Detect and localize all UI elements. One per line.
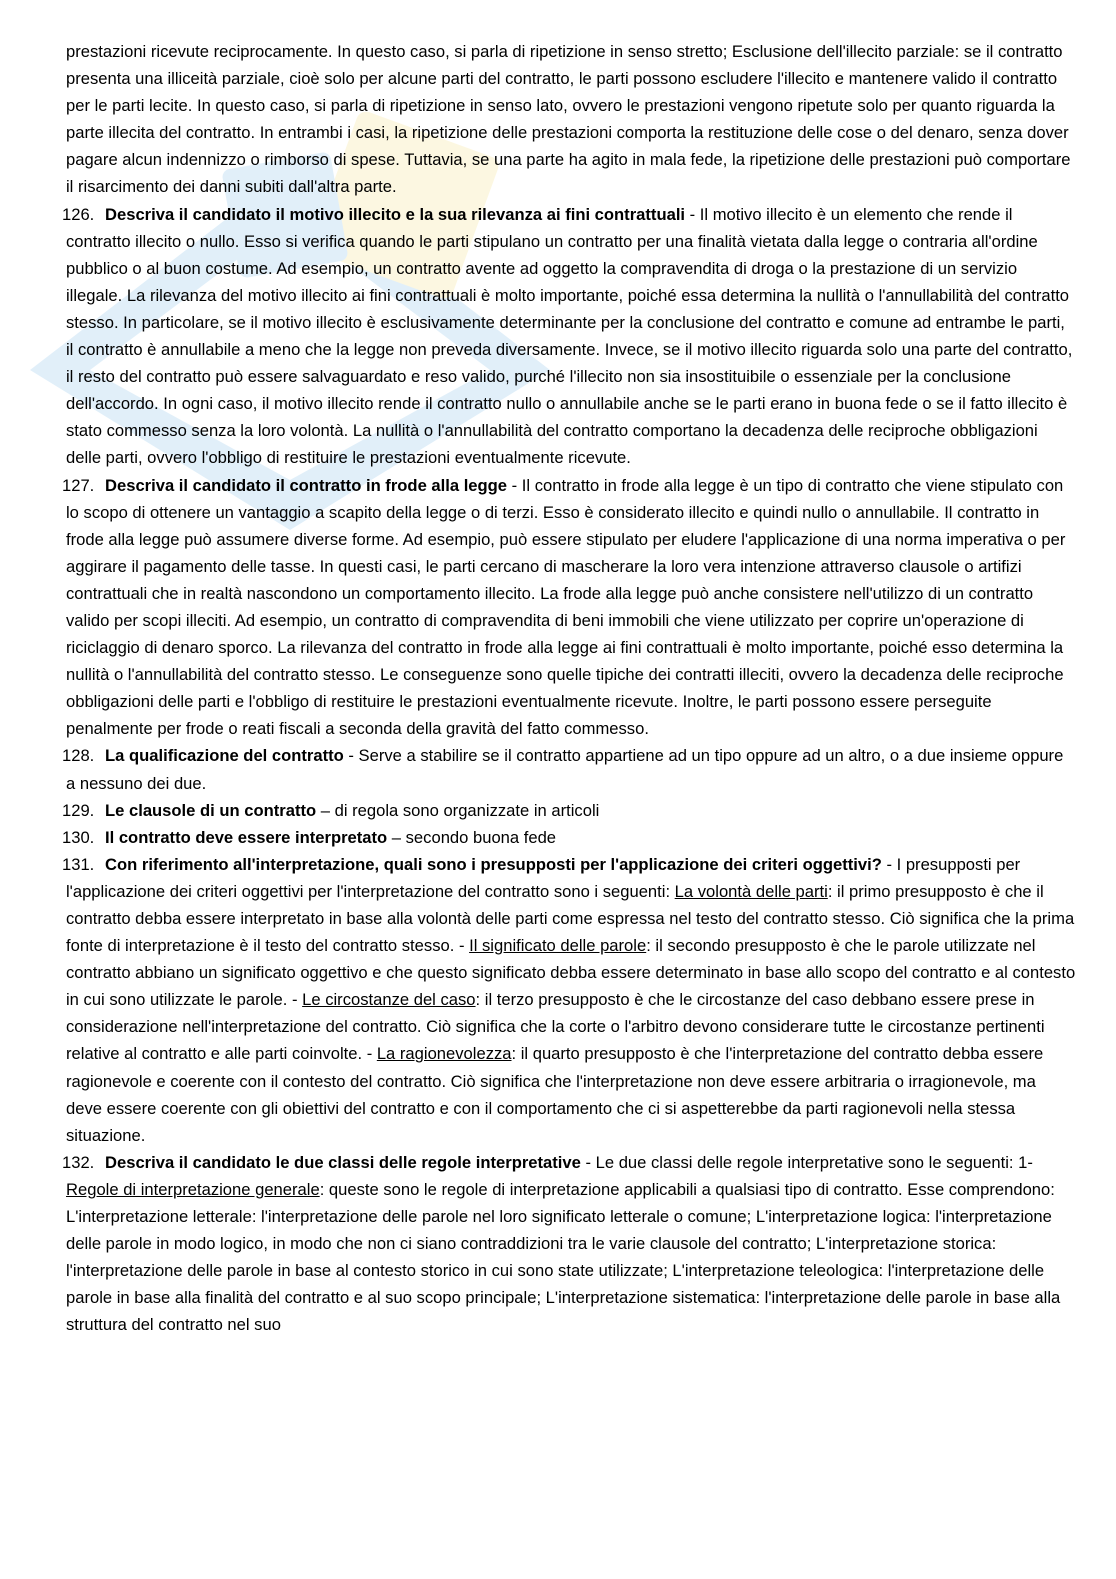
item-answer-part: : il quarto presupposto è che l'interpretazione del contratto debba essere ragionevole e coerente con il contesto del contratto. Ciò significa che l'interpretazione non deve essere arbitraria o irragionevole, ma deve essere coerente con gli obiettivi del contratto e con il comportamento che ci si aspetterebbe da parti ragionevoli nella stessa situazione. [66, 1044, 1044, 1145]
item-answer-part: : il secondo presupposto è che le parole utilizzate nel contratto abbiano un significato oggettivo e che questo significato debba essere determinato in base allo scopo del contratto e al contesto in cui sono utilizzate le parole. - [66, 936, 1076, 1010]
item-number: 132. [62, 1152, 95, 1172]
item-question: Le clausole di un contratto [105, 800, 317, 820]
intro-text: prestazioni ricevute reciprocamente. In questo caso, si parla di ripetizione in senso stretto; Esclusione dell'illecito parziale: se il contratto presenta una illiceità parziale, cioè solo per alcune parti del contratto, le parti possono escludere l'illecito e mantenere valido il contratto per le parti lecite. In questo caso, si parla di ripetizione in senso lato, ovvero le prestazioni vengono ripetute solo per quanto riguarda la parte illecita del contratto. In entrambi i casi, la ripetizione delle prestazioni comporta la restituzione delle cose o del denaro, senza dover pagare alcun indennizzo o rimborso di spese. Tuttavia, se una parte ha agito in mala fede, la ripetizione delle prestazioni può comportare il risarcimento dei danni subiti dall'altra parte. [66, 42, 1071, 197]
item-number: 126. [62, 204, 95, 224]
item-question: Descriva il candidato le due classi delle regole interpretative [105, 1152, 581, 1172]
item-question: Con riferimento all'interpretazione, quali sono i presupposti per l'applicazione dei criteri oggettivi? [105, 854, 882, 874]
item-number: 131. [62, 854, 95, 874]
item-question: Descriva il candidato il contratto in frode alla legge [105, 475, 508, 495]
list-item-131 [0, 851, 1116, 1149]
list-item-126 [0, 201, 1116, 472]
item-question: Descriva il candidato il motivo illecito e la sua rilevanza ai fini contrattuali [105, 204, 686, 224]
item-number: 127. [62, 475, 95, 495]
item-question: Il contratto deve essere interpretato [105, 827, 388, 847]
underlined-term: Regole di interpretazione generale [66, 1179, 320, 1199]
underlined-term: La ragionevolezza [376, 1044, 512, 1064]
item-answer-part: - Le due classi delle regole interpretative sono le seguenti: 1- [580, 1152, 1033, 1172]
item-number: 129. [62, 800, 95, 820]
document-page [0, 38, 1116, 1339]
item-answer-part: : il primo presupposto è che il contratto debba essere interpretato in base alla volontà delle parti come espressa nel testo del contratto stesso. Ciò significa che la prima fonte di interpretazione è il testo del contratto stesso. - [66, 881, 1075, 956]
underlined-term: Le circostanze del caso [302, 990, 476, 1010]
item-question: La qualificazione del contratto [105, 746, 344, 766]
item-answer: - Il contratto in frode alla legge è un tipo di contratto che viene stipulato con lo scopo di ottenere un vantaggio a scapito della legge o di terzi. Esso è considerato illecito e quindi nullo o annullabile. Il contratto in frode alla legge può assumere diverse forme. Ad esempio, può essere stipulato per eludere l'applicazione di una norma imperativa o per aggirare il pagamento delle tasse. In questi casi, le parti cercano di mascherare la loro vera intenzione attraverso clausole o artifizi contrattuali che in realtà nascondono un comportamento illecito. La frode alla legge può anche consistere nell'utilizzo di un contratto valido per scopi illeciti. Ad esempio, un contratto di compravendita di beni immobili che viene utilizzato per coprire un'operazione di riciclaggio di denaro sporco. La rilevanza del contratto in frode alla legge ai fini contrattuali è molto importante, poiché esso determina la nullità o l'annullabilità del contratto stesso. Le conseguenze sono quelle tipiche dei contratti illeciti, ovvero la decadenza delle reciproche obbligazioni delle parti e l'obbligo di restituire le prestazioni eventualmente ricevute. Inoltre, le parti possono essere perseguite penalmente per frode o reati fiscali a seconda della gravità del fatto commesso. [66, 475, 1066, 739]
item-answer: - Il motivo illecito è un elemento che rende il contratto illecito o nullo. Esso si verifica quando le parti stipulano un contratto per una finalità vietata dalla legge o contraria all'ordine pubblico o al buon costume. Ad esempio, un contratto avente ad oggetto la compravendita di droga o la prestazione di un servizio illegale. La rilevanza del motivo illecito ai fini contrattuali è molto importante, poiché essa determina la nullità o l'annullabilità del contratto stesso. In particolare, se il motivo illecito è esclusivamente determinante per la conclusione del contratto e comune ad entrambe le parti, il contratto è annullabile a meno che la legge non preveda diversamente. Invece, se il motivo illecito riguarda solo una parte del contratto, il resto del contratto può essere salvaguardato e reso valido, purché l'illecito non sia insostituibile o essenziale per la conclusione dell'accordo. In ogni caso, il motivo illecito rende il contratto nullo o annullabile anche se le parti erano in buona fede o se il fatto illecito è stato commesso senza la loro volontà. La nullità o l'annullabilità del contratto comportano la decadenza delle reciproche obbligazioni delle parti, ovvero l'obbligo di restituire le prestazioni eventualmente ricevute. [66, 204, 1073, 468]
item-answer-part: : queste sono le regole di interpretazione applicabili a qualsiasi tipo di contratto. Esse comprendono: L'interpretazione letterale: l'interpretazione delle parole nel loro significato letterale o comune; L'interpretazione logica: l'interpretazione delle parole in modo logico, in modo che non ci siano contraddizioni tra le varie clausole del contratto; L'interpretazione storica: l'interpretazione delle parole in base al contesto storico in cui sono state utilizzate; L'interpretazione teleologica: l'interpretazione delle parole in base alla finalità del contratto e al suo scopo principale; L'interpretazione sistematica: l'interpretazione delle parole in base alla struttura del contratto nel suo [66, 1179, 1061, 1335]
item-answer: - Serve a stabilire se il contratto appartiene ad un tipo oppure ad un altro, o a due insieme oppure a nessuno dei due. [66, 746, 1064, 793]
item-answer-part: : il terzo presupposto è che le circostanze del caso debbano essere prese in considerazione nell'interpretazione del contratto. Ciò significa che la corte o l'arbitro devono considerare tutte le circostanze pertinenti relative al contratto e alle parti coinvolte. - [66, 990, 1045, 1064]
item-answer-part: - I presupposti per l'applicazione dei criteri oggettivi per l'interpretazione del contratto sono i seguenti: [66, 854, 1021, 901]
item-number: 130. [62, 827, 95, 847]
list-item-128 [0, 742, 1116, 796]
list-item-127 [0, 472, 1116, 743]
item-answer: – secondo buona fede [387, 827, 557, 847]
item-answer: – di regola sono organizzate in articoli [316, 800, 600, 820]
list-item-130 [0, 824, 1116, 851]
item-number: 128. [62, 746, 95, 766]
list-item-132 [0, 1149, 1116, 1339]
intro-paragraph [0, 38, 1116, 201]
underlined-term: La volontà delle parti [674, 881, 828, 901]
underlined-term: Il significato delle parole [469, 936, 647, 956]
list-item-129 [0, 797, 1116, 824]
